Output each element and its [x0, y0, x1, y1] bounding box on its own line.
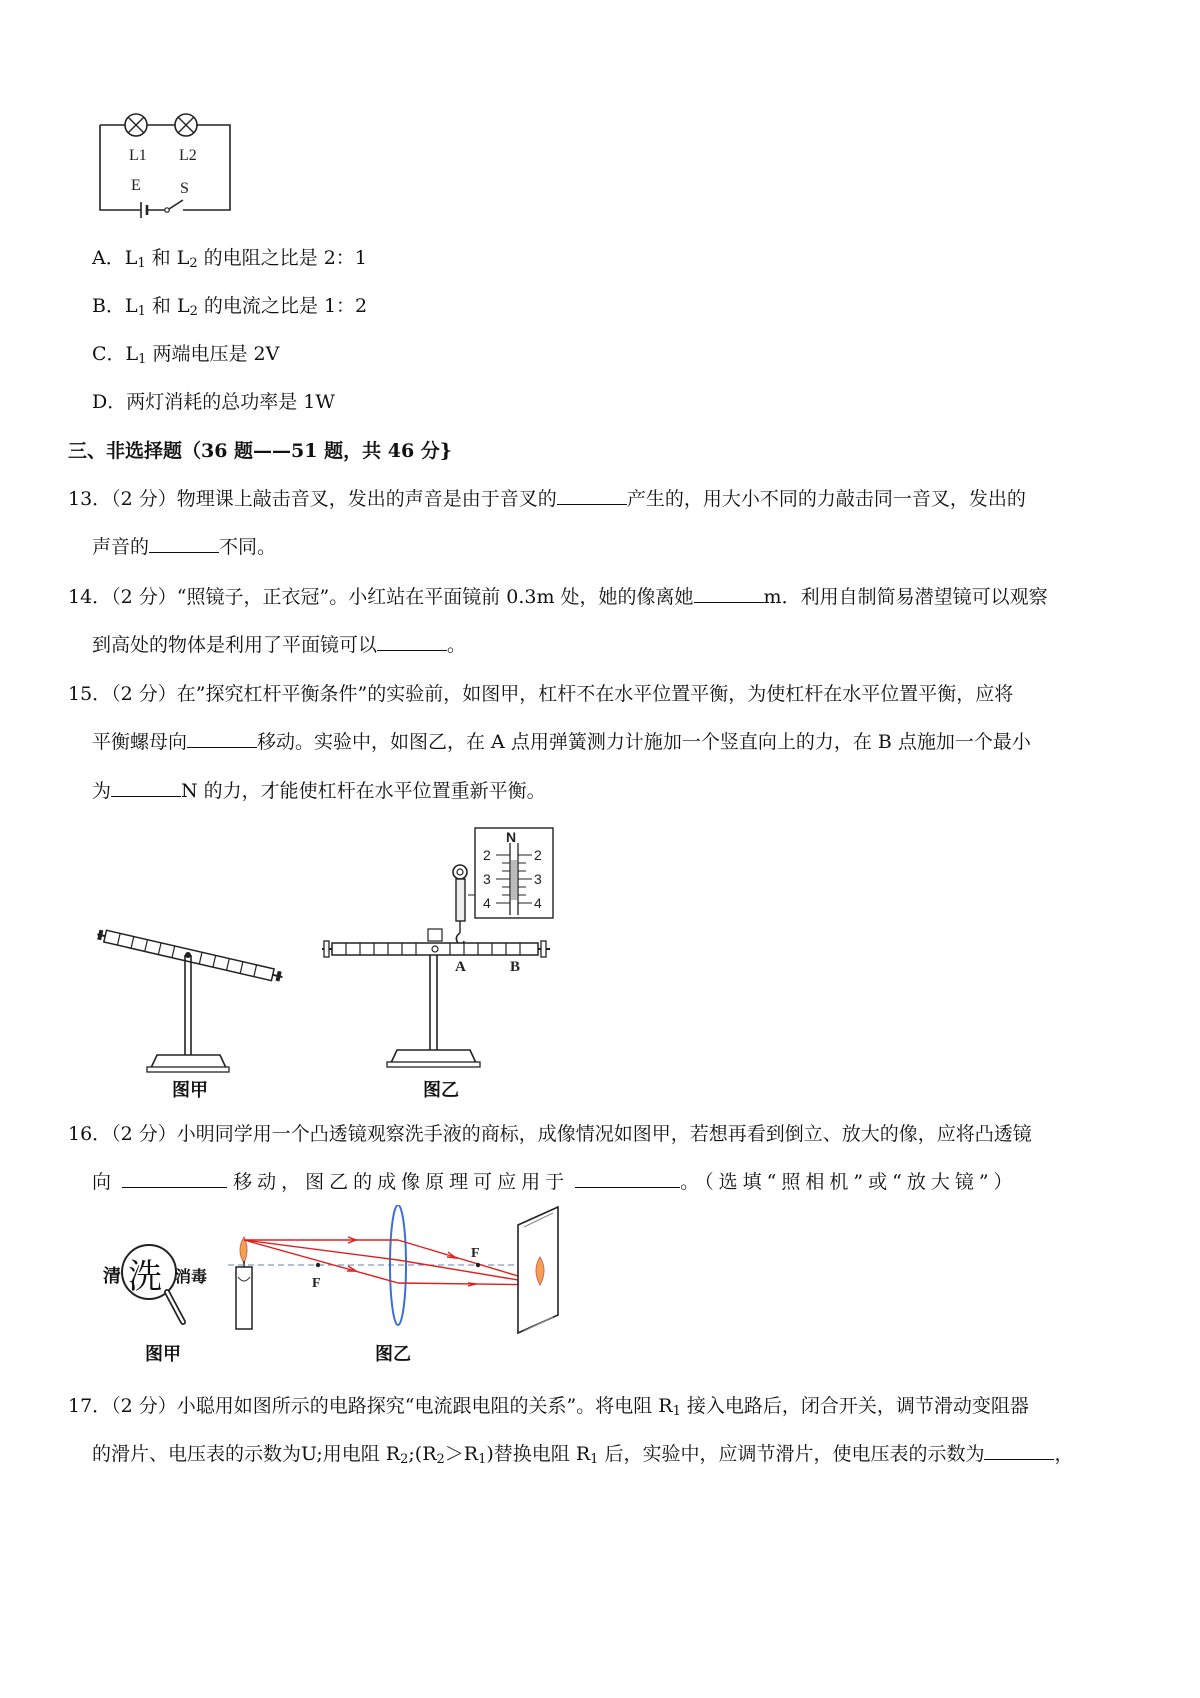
spring-scale-icon — [456, 879, 465, 921]
label-text-right: 消毒 — [175, 1267, 208, 1286]
scale-mark-left: 4 — [483, 895, 491, 911]
lever-figure-jia — [95, 915, 290, 1075]
question-13-line1: 13．（2 分）物理课上敲击音叉，发出的声音是由于音叉的 产生的，用大小不同的力敲击同一音叉，发出的 — [68, 488, 1026, 510]
answer-blank[interactable] — [557, 486, 627, 505]
question-17-line1: 17．（2 分）小聪用如图所示的电路探究“电流跟电阻的关系”。将电阻 $R_1$ 接入电路后，闭合开关，调节滑动变阻器 — [68, 1395, 1029, 1419]
figure-caption-yi: 图乙 — [423, 1080, 459, 1101]
scale-unit-label: N — [506, 829, 517, 845]
switch-icon — [169, 200, 183, 209]
candle-icon — [236, 1267, 252, 1329]
question-17-line2: 的滑片、电压表的示数为U;用电阻 $R_2;(R_2>R_1)$替换电阻 $R_1$ 后，实验中，应调节滑片，使电压表的示数为 ， — [92, 1443, 1074, 1467]
figure-caption-yi: 图乙 — [375, 1344, 411, 1365]
switch-label: S — [180, 180, 189, 197]
scale-mark-right: 2 — [534, 847, 542, 863]
lens-ray-diagram-yi — [228, 1205, 568, 1340]
point-b-label: B — [510, 959, 521, 975]
magnifier-figure-jia — [95, 1240, 215, 1330]
figure-caption-jia: 图甲 — [145, 1344, 181, 1365]
section-title: 三、非选择题（36 题——51 题，共 46 分} — [68, 440, 452, 462]
focus-right-label: F — [471, 1246, 480, 1261]
scale-mark-right: 4 — [534, 895, 542, 911]
figure-caption-jia: 图甲 — [172, 1080, 208, 1101]
answer-blank[interactable] — [377, 632, 447, 651]
answer-blank[interactable] — [149, 534, 219, 553]
focus-left-label: F — [312, 1276, 321, 1291]
point-a-label: A — [455, 959, 466, 975]
label-text-left: 清 — [103, 1266, 121, 1287]
scale-mark-left: 2 — [483, 847, 491, 863]
option-c: C．$L_1$ 两端电压是 2V — [92, 343, 280, 367]
series-circuit-diagram — [95, 105, 245, 225]
question-15-line2: 平衡螺母向 移动。实验中，如图乙，在 A 点用弹簧测力计施加一个竖直向上的力，在 B 点施加一个最小 — [92, 731, 1031, 753]
answer-blank[interactable] — [111, 778, 181, 797]
question-15-line1: 15．（2 分）在”探究杠杆平衡条件”的实验前，如图甲，杠杆不在水平位置平衡，为使杠杆在水平位置平衡，应将 — [68, 683, 1014, 705]
option-a: A．$L_1$ 和 $L_2$ 的电阻之比是 2：1 — [92, 247, 367, 271]
answer-blank[interactable] — [187, 729, 257, 748]
battery-label: E — [131, 177, 141, 194]
scale-mark-left: 3 — [483, 871, 491, 887]
option-b: B．$L_1$ 和 $L_2$ 的电流之比是 1：2 — [92, 295, 368, 319]
magnified-character: 洗 — [128, 1257, 162, 1297]
scale-mark-right: 3 — [534, 871, 542, 887]
option-d: D．两灯消耗的总功率是 1W — [92, 391, 335, 413]
answer-blank[interactable] — [694, 584, 764, 603]
question-16-line1: 16．（2 分）小明同学用一个凸透镜观察洗手液的商标，成像情况如图甲，若想再看到倒立、放大的像，应将凸透镜 — [68, 1123, 1032, 1145]
question-14-line1: 14．（2 分）“照镜子，正衣冠”。小红站在平面镜前 0.3m 处，她的像离她 m．利用自制简易潜望镜可以观察 — [68, 586, 1048, 608]
lever-figure-yi — [320, 825, 560, 1070]
question-15-line3: 为 N 的力，才能使杠杆在水平位置重新平衡。 — [92, 780, 546, 802]
answer-blank[interactable] — [984, 1441, 1054, 1460]
question-13-line2: 声音的 不同。 — [92, 536, 277, 558]
lamp-l2-label: L2 — [179, 147, 197, 164]
question-14-line2: 到高处的物体是利用了平面镜可以 。 — [92, 634, 467, 656]
answer-blank[interactable] — [122, 1169, 227, 1188]
answer-blank[interactable] — [575, 1169, 680, 1188]
question-16-line2: 向 移动，图乙的成像原理可应用于 。（选填“照相机”或“放大镜”） — [92, 1171, 1018, 1193]
lamp-l1-label: L1 — [129, 147, 147, 164]
